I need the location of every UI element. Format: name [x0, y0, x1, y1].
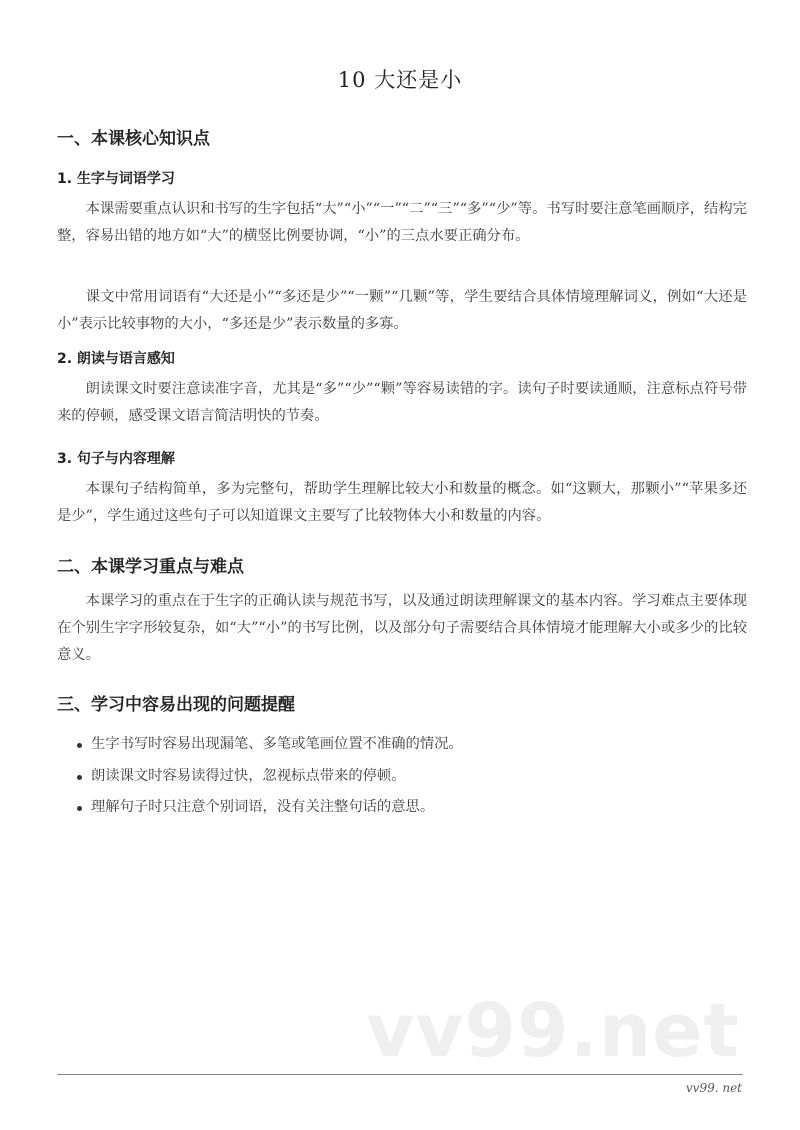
bullet-icon: [77, 743, 82, 748]
section-heading-core-knowledge: 一、本课核心知识点: [57, 129, 210, 149]
section-heading-common-problems: 三、学习中容易出现的问题提醒: [57, 695, 295, 715]
problem-list: [77, 729, 463, 824]
paragraph-key-points: 本课学习的重点在于生字的正确认读与规范书写，以及通过朗读理解课文的基本内容。学习难点主要体现在个别生字字形较复杂，如“大”“小”的书写比例，以及部分句子需要结合具体情境才能理解大小或多少的比较意义。: [57, 593, 747, 663]
list-item-text: 生字书写时容易出现漏笔、多笔或笔画位置不准确的情况。: [91, 736, 463, 752]
list-item: [77, 761, 463, 793]
paragraph-sentences: 本课句子结构简单，多为完整句，帮助学生理解比较大小和数量的概念。如“这颗大，那颗小”“苹果多还是少”，学生通过这些句子可以知道课文主要写了比较物体大小和数量的内容。: [57, 481, 747, 524]
bullet-icon: [77, 775, 82, 780]
subsection-heading-characters-words: 1. 生字与词语学习: [57, 171, 175, 187]
document-title: 10 大还是小: [337, 68, 463, 92]
bullet-icon: [77, 806, 82, 811]
section-heading-key-points: 二、本课学习重点与难点: [57, 557, 244, 577]
paragraph-reading: 朗读课文时要注意读准字音，尤其是“多”“少”“颗”等容易读错的字。读句子时要读通顺，注意标点符号带来的停顿，感受课文语言简洁明快的节奏。: [57, 381, 747, 424]
footer-divider: [57, 1074, 743, 1075]
watermark: vv99.net: [366, 988, 740, 1074]
list-item: [77, 729, 463, 761]
paragraph-words: 课文中常用词语有“大还是小”“多还是少”“一颗”“几颗”等，学生要结合具体情境理解词义，例如“大还是小”表示比较事物的大小，“多还是少”表示数量的多寡。: [57, 289, 747, 332]
list-item-text: 朗读课文时容易读得过快，忽视标点带来的停顿。: [91, 767, 406, 784]
subsection-heading-sentences: 3. 句子与内容理解: [57, 451, 175, 467]
footer-site-label: vv99. net: [685, 1081, 742, 1095]
paragraph-characters: 本课需要重点认识和书写的生字包括“大”“小”“一”“二”“三”“多”“少”等。书写时要注意笔画顺序，结构完整，容易出错的地方如“大”的横竖比例要协调，“小”的三点水要正确分布。: [57, 201, 747, 244]
list-item-text: 理解句子时只注意个别词语，没有关注整句话的意思。: [91, 799, 435, 815]
list-item: [77, 792, 463, 824]
subsection-heading-reading: 2. 朗读与语言感知: [57, 351, 175, 367]
